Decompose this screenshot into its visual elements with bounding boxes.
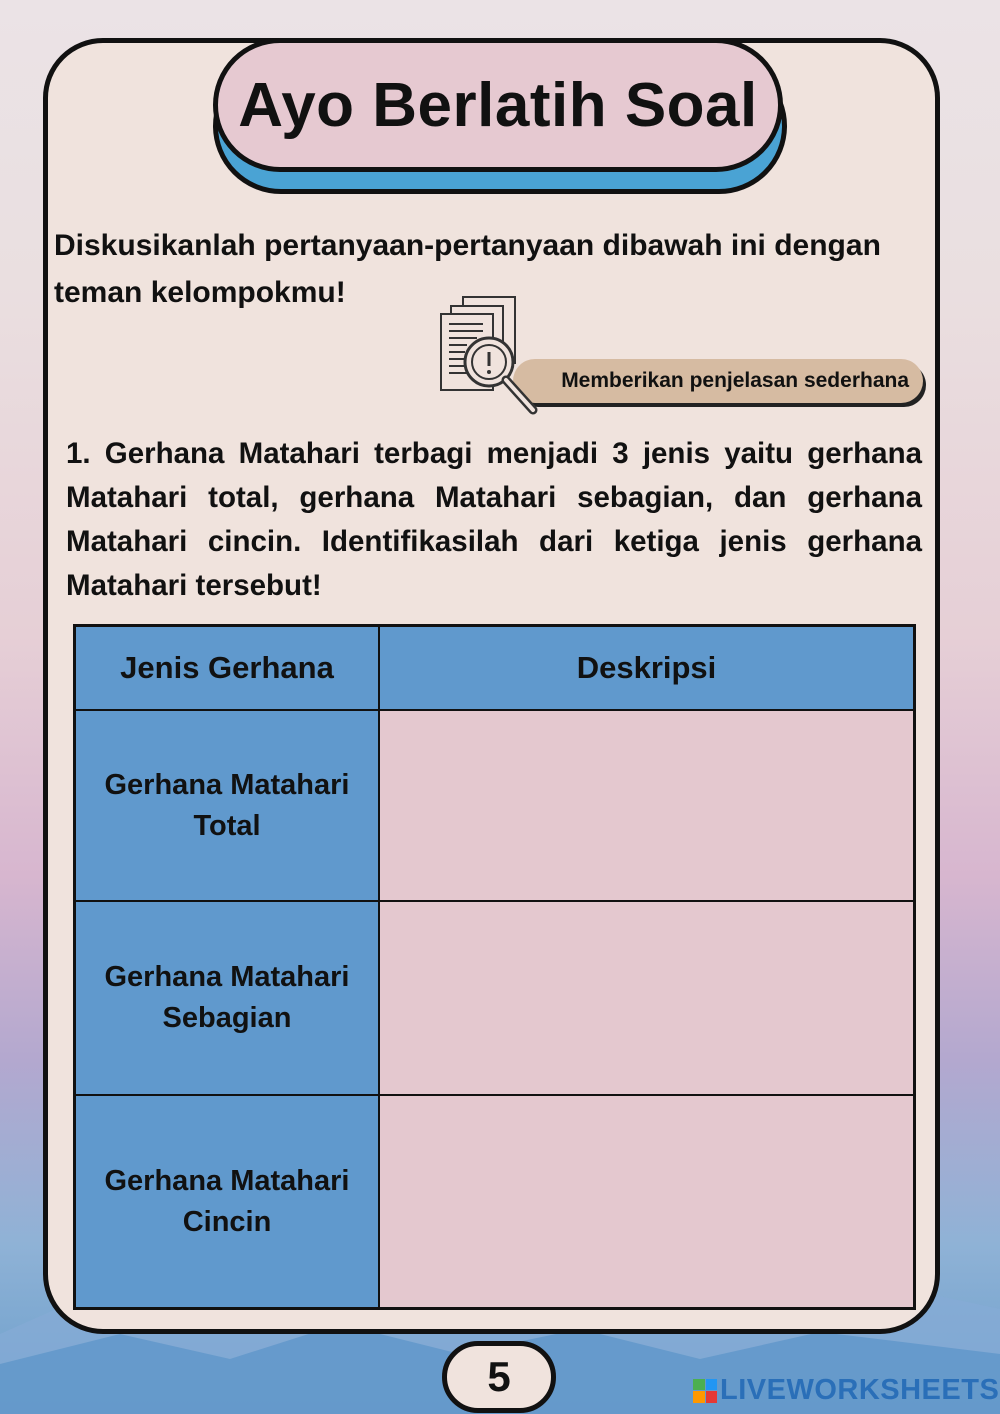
description-cell-cincin xyxy=(380,1096,913,1307)
skill-tag-label: Memberikan penjelasan sederhana xyxy=(561,369,909,392)
liveworksheets-logo-icon xyxy=(693,1379,717,1403)
page-title: Ayo Berlatih Soal xyxy=(238,70,758,140)
document-search-icon xyxy=(437,294,543,422)
question-1: 1. Gerhana Matahari terbagi menjadi 3 jenis yaitu gerhana Matahari total, gerhana Matahari sebagian, dan gerhana Matahari cincin. Identifikasilah dari ketiga jenis gerhana Matahari tersebut! xyxy=(66,437,922,602)
row-type-total: Gerhana Matahari Total xyxy=(76,711,380,902)
page-number: 5 xyxy=(442,1341,556,1413)
skill-tag xyxy=(513,359,923,403)
brand-watermark xyxy=(693,1374,999,1407)
description-input-total[interactable] xyxy=(380,711,913,900)
row-type-cincin: Gerhana Matahari Cincin xyxy=(76,1096,380,1307)
description-cell-total xyxy=(380,711,913,902)
header-deskripsi: Deskripsi xyxy=(380,627,913,711)
brand-name: LIVEWORKSHEETS xyxy=(720,1374,1000,1406)
description-input-cincin[interactable] xyxy=(380,1096,913,1307)
header-jenis-gerhana: Jenis Gerhana xyxy=(76,627,380,711)
description-input-sebagian[interactable] xyxy=(380,902,913,1094)
title-banner xyxy=(213,38,783,172)
row-type-sebagian: Gerhana Matahari Sebagian xyxy=(76,902,380,1096)
answer-table xyxy=(73,624,916,1310)
description-cell-sebagian xyxy=(380,902,913,1096)
instruction-text: Diskusikanlah pertanyaan-pertanyaan dibawah ini dengan teman kelompokmu! xyxy=(54,229,881,309)
